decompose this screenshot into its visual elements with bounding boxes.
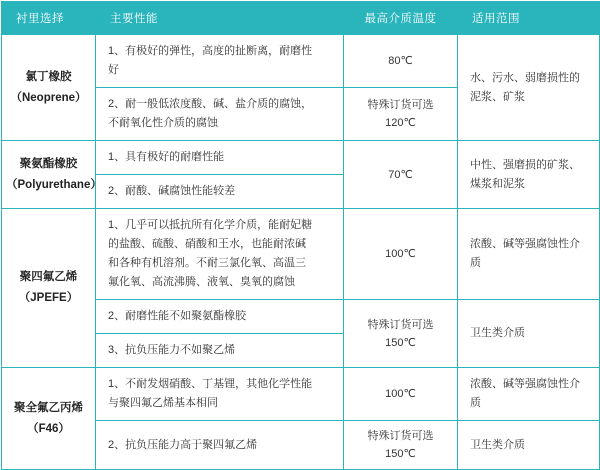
scope-cell: 浓酸、碱等强腐蚀性介 质 (458, 368, 600, 421)
performance-cell: 1、几乎可以抵抗所有化学介质，能耐妃糖 的盐酸、硫酸、硝酸和王水，也能耐浓碱 和各种有机溶剂。不耐三氯化氧、高温三 氟化氧、高流沸腾、液氧、臭氧的腐蚀 (96, 209, 344, 300)
table-row (2, 35, 600, 88)
spec-table-sheet (0, 1, 600, 460)
performance-cell: 1、不耐发烟硝酸、丁基锂，其他化学性能 与聚四氟乙烯基本相同 (96, 368, 344, 421)
max-temp-cell: 特殊订货可选 150℃ (344, 300, 458, 368)
performance-cell: 3、抗负压能力不如聚乙烯 (96, 334, 344, 368)
table-row (2, 209, 600, 300)
table-body (2, 35, 600, 470)
max-temp-cell: 100℃ (344, 209, 458, 300)
lining-name-ptfe: 聚四氟乙烯 （JPEFE） (2, 209, 96, 368)
max-temp-cell: 80℃ (344, 35, 458, 88)
table-header-row (2, 2, 600, 35)
column-header-performance: 主要性能 (96, 2, 344, 35)
performance-cell: 1、有极好的弹性，高度的扯断离，耐磨性 好 (96, 35, 344, 88)
column-header-scope: 适用范围 (458, 2, 600, 35)
performance-cell: 2、耐磨性能不如聚氨酯橡胶 (96, 300, 344, 334)
performance-cell: 2、耐一般低浓度酸、碱、盐介质的腐蚀， 不耐氧化性介质的腐蚀 (96, 88, 344, 141)
table-row (2, 368, 600, 421)
table-row (2, 141, 600, 175)
scope-cell: 水、污水、弱磨损性的 泥浆、矿浆 (458, 35, 600, 141)
column-header-lining: 衬里选择 (2, 2, 96, 35)
lining-name-neoprene: 氯丁橡胶 （Neoprene） (2, 35, 96, 141)
scope-cell: 卫生类介质 (458, 300, 600, 368)
max-temp-cell: 特殊订货可选 120℃ (344, 88, 458, 141)
lining-name-polyurethane: 聚氨酯橡胶 （Polyurethane） (2, 141, 96, 209)
performance-cell: 2、抗负压能力高于聚四氟乙烯 (96, 421, 344, 470)
table-header (2, 2, 600, 35)
scope-cell: 中性、强磨损的矿浆、 煤浆和泥浆 (458, 141, 600, 209)
max-temp-cell: 100℃ (344, 368, 458, 421)
lining-name-f46: 聚全氟乙丙烯 （F46） (2, 368, 96, 470)
performance-cell: 2、耐酸、碱腐蚀性能较差 (96, 175, 344, 209)
max-temp-cell: 特殊订货可选 150℃ (344, 421, 458, 470)
scope-cell: 卫生类介质 (458, 421, 600, 470)
max-temp-cell: 70℃ (344, 141, 458, 209)
scope-cell: 浓酸、碱等强腐蚀性介 质 (458, 209, 600, 300)
lining-selection-table (1, 1, 600, 470)
column-header-max-temp: 最高介质温度 (344, 2, 458, 35)
performance-cell: 1、具有极好的耐磨性能 (96, 141, 344, 175)
